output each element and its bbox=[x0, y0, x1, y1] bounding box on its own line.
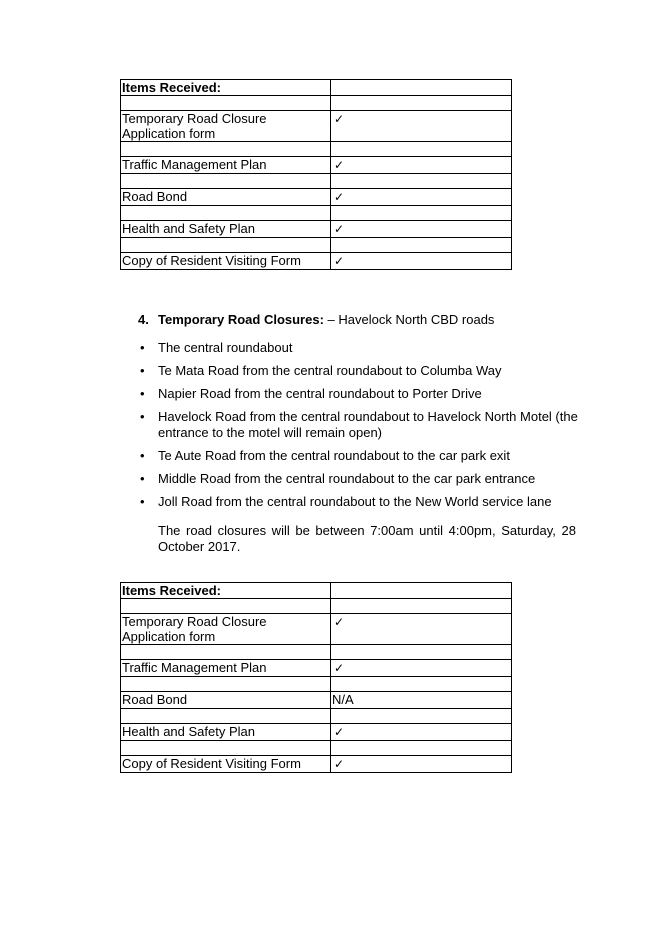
table-row bbox=[121, 724, 512, 741]
item-label: Road Bond bbox=[121, 189, 331, 206]
checkmark-icon: ✓ bbox=[334, 158, 345, 172]
spacer-row bbox=[121, 677, 512, 692]
list-item: • Joll Road from the central roundabout to the New World service lane bbox=[140, 494, 552, 509]
list-item: • Te Aute Road from the central roundabout to the car park exit bbox=[140, 448, 510, 463]
bullet-icon: • bbox=[140, 386, 145, 401]
spacer-row bbox=[121, 709, 512, 724]
checkmark-icon: ✓ bbox=[334, 725, 345, 739]
checkmark-icon: ✓ bbox=[334, 615, 345, 629]
checkmark-icon: ✓ bbox=[334, 254, 345, 268]
item-status bbox=[331, 221, 512, 238]
checkmark-icon: ✓ bbox=[334, 190, 345, 204]
table-row bbox=[121, 253, 512, 270]
checkmark-icon: ✓ bbox=[334, 222, 345, 236]
item-status bbox=[331, 724, 512, 741]
table-row bbox=[121, 614, 512, 645]
spacer-row bbox=[121, 645, 512, 660]
road-closure-list bbox=[138, 340, 578, 517]
spacer-row bbox=[121, 238, 512, 253]
list-item: • Middle Road from the central roundabout to the car park entrance bbox=[140, 471, 536, 486]
table-row bbox=[121, 157, 512, 174]
spacer-row bbox=[121, 206, 512, 221]
item-status bbox=[331, 756, 512, 773]
item-label: Copy of Resident Visiting Form bbox=[121, 253, 331, 270]
bullet-icon: • bbox=[140, 448, 145, 463]
checkmark-icon: ✓ bbox=[334, 757, 345, 771]
item-label: Copy of Resident Visiting Form bbox=[121, 756, 331, 773]
bullet-icon: • bbox=[140, 340, 145, 355]
item-status bbox=[331, 111, 512, 142]
item-status bbox=[331, 660, 512, 677]
bullet-icon: • bbox=[140, 471, 145, 486]
table-header-row bbox=[121, 80, 512, 96]
section-number: 4. bbox=[138, 312, 149, 327]
table-header-label: Items Received: bbox=[121, 583, 331, 599]
bullet-icon: • bbox=[140, 494, 145, 509]
checkmark-icon: ✓ bbox=[334, 661, 345, 675]
table-header-row bbox=[121, 583, 512, 599]
item-status: N/A bbox=[331, 692, 512, 709]
item-label: Health and Safety Plan bbox=[121, 724, 331, 741]
table-row bbox=[121, 189, 512, 206]
item-label: Health and Safety Plan bbox=[121, 221, 331, 238]
spacer-row bbox=[121, 599, 512, 614]
table-row bbox=[121, 111, 512, 142]
spacer-row bbox=[121, 96, 512, 111]
list-item: • The central roundabout bbox=[140, 340, 293, 355]
item-status bbox=[331, 157, 512, 174]
item-label: Traffic Management Plan bbox=[121, 157, 331, 174]
table-header-empty bbox=[331, 583, 512, 599]
list-item: • Napier Road from the central roundabout to Porter Drive bbox=[140, 386, 482, 401]
list-item: • Te Mata Road from the central roundabout to Columba Way bbox=[140, 363, 502, 378]
table-header-label: Items Received: bbox=[121, 80, 331, 96]
section-subtitle: – Havelock North CBD roads bbox=[323, 312, 495, 327]
item-status bbox=[331, 189, 512, 206]
items-received-table-1 bbox=[120, 79, 512, 270]
bullet-icon: • bbox=[140, 409, 145, 424]
items-received-table-2 bbox=[120, 582, 512, 773]
table-row bbox=[121, 660, 512, 677]
item-label: Road Bond bbox=[121, 692, 331, 709]
bullet-icon: • bbox=[140, 363, 145, 378]
checkmark-icon: ✓ bbox=[334, 112, 345, 126]
item-status bbox=[331, 253, 512, 270]
table-row bbox=[121, 692, 512, 709]
spacer-row bbox=[121, 741, 512, 756]
list-item: • Havelock Road from the central roundabout to Havelock North Motel (the entrance to the motel will remain open) bbox=[140, 409, 578, 440]
spacer-row bbox=[121, 142, 512, 157]
section-title: Temporary Road Closures: bbox=[158, 312, 324, 327]
table-row bbox=[121, 756, 512, 773]
item-label: Temporary Road Closure Application form bbox=[121, 111, 331, 142]
table-row bbox=[121, 221, 512, 238]
item-status bbox=[331, 614, 512, 645]
closure-time-note: The road closures will be between 7:00am until 4:00pm, Saturday, 28 October 2017. bbox=[158, 523, 576, 554]
item-label: Temporary Road Closure Application form bbox=[121, 614, 331, 645]
section-heading bbox=[138, 312, 494, 327]
table-header-empty bbox=[331, 80, 512, 96]
item-label: Traffic Management Plan bbox=[121, 660, 331, 677]
spacer-row bbox=[121, 174, 512, 189]
